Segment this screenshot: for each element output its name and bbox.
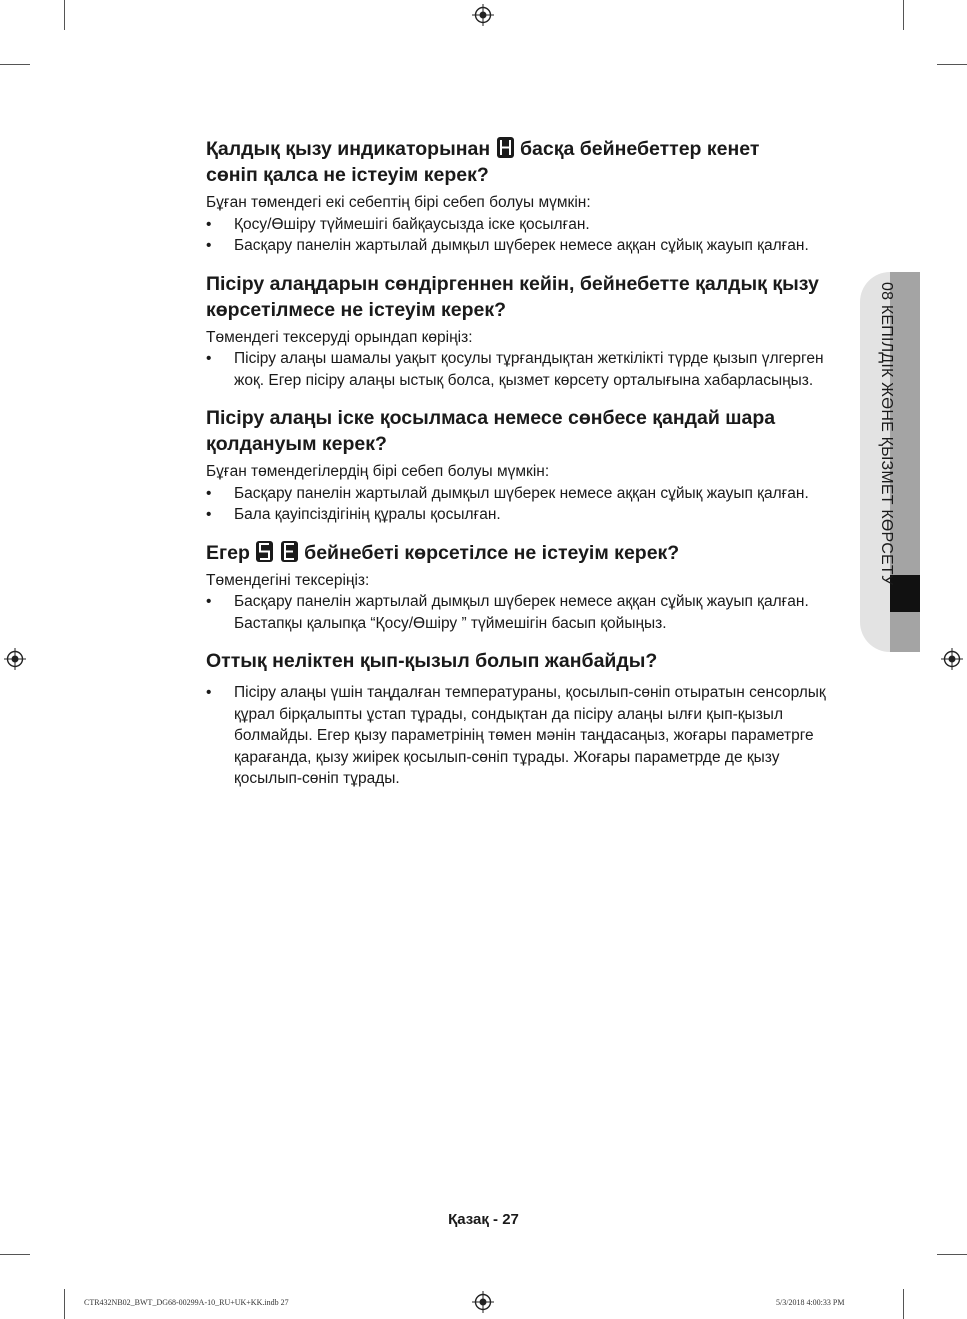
display-h-icon [497, 137, 514, 158]
list-item: • Басқару панелін жартылай дымқыл шүберек немесе аққан сұйық жауып қалған. Бастапқы қалыпқа “Қосу/Өшіру ” түймешігін басып қойыңыз. [206, 591, 836, 634]
bullet-list [206, 348, 836, 391]
list-item: • Басқару панелін жартылай дымқыл шүберек немесе аққан сұйық жауып қалған. [206, 235, 836, 257]
heading-text: Егер [206, 541, 250, 564]
registration-mark-icon [472, 1291, 494, 1313]
heading-text: сөніп қалса не істеуім керек? [206, 164, 489, 186]
bullet-list [206, 591, 836, 634]
crop-mark [937, 1254, 967, 1255]
faq-section-se-display [206, 540, 836, 635]
crop-mark [0, 1254, 30, 1255]
list-item: • Бала қауіпсіздігінің құралы қосылған. [206, 504, 836, 526]
list-item: • Пісіру алаңы шамалы уақыт қосулы тұрғандықтан жеткілікті түрде қызып үлгерген жоқ. Егер пісіру алаңы ыстық болса, қызмет көрсету орталығына хабарласыңыз. [206, 348, 836, 391]
faq-section-zone-not-switching [206, 405, 836, 526]
main-content [206, 136, 836, 804]
crop-mark [0, 64, 30, 65]
section-intro: Бұған төмендегі екі себептің бірі себеп болуы мүмкін: [206, 194, 591, 211]
section-intro: Төмендегіні тексеріңіз: [206, 571, 370, 589]
bullet-list [206, 483, 836, 526]
section-heading [206, 540, 836, 566]
display-5-icon [256, 541, 273, 562]
page-number: Қазақ - 27 [448, 1211, 519, 1228]
crop-mark [64, 0, 65, 30]
registration-mark-icon [472, 4, 494, 26]
registration-mark-icon [4, 648, 26, 670]
print-footer-file: CTR432NB02_BWT_DG68-00299A-10_RU+UK+KK.indb 27 [84, 1298, 289, 1307]
chapter-tab-label [875, 282, 897, 642]
heading-text: бейнебеті көрсетілсе не істеуім керек? [304, 541, 680, 564]
crop-mark [903, 0, 904, 30]
bullet-list [206, 214, 836, 257]
print-footer-timestamp: 5/3/2018 4:00:33 PM [776, 1298, 845, 1307]
faq-section-residual-heat-not-shown [206, 271, 836, 392]
section-intro: Бұған төмендегілердің бірі себеп болуы мүмкін: [206, 463, 550, 480]
heading-text: Қалдық қызу индикаторынан [206, 138, 491, 160]
chapter-number: 08 [878, 282, 895, 301]
section-heading: Пісіру алаңдарын сөндіргеннен кейін, бейнебетте қалдық қызу көрсетілмесе не істеуім керек? [206, 272, 819, 321]
heading-text: басқа бейнебеттер кенет [519, 138, 760, 160]
faq-section-residual-heat-display [206, 136, 836, 257]
list-item: • Пісіру алаңы үшін таңдалған температураны, қосылып-сөніп отыратын сенсорлық құрал бірқалыпты ұстап тұрады, сондықтан да пісіру алаңы ылғи қып-қызыл болмайды. Егер қызу параметрінің төмен мәнін таңдасаңыз, жоғары параметрге қарағанда, қызу жиірек қосылып-сөніп тұрады. Жоғары параметрде де қызу қосылып-сөніп тұрады. [206, 682, 836, 790]
display-e-icon [281, 541, 298, 562]
list-item: • Қосу/Өшіру түймешігі байқаусызда іске қосылған. [206, 214, 836, 236]
chapter-title: КЕПІЛДІК ЖӘНЕ ҚЫЗМЕТ КӨРСЕТУ [878, 304, 895, 586]
section-heading: Оттық неліктен қып-қызыл болып жанбайды? [206, 650, 658, 672]
section-heading [206, 136, 836, 188]
crop-mark [64, 1289, 65, 1319]
section-heading: Пісіру алаңы іске қосылмаса немесе сөнбесе қандай шара қолдануым керек? [206, 407, 776, 455]
bullet-list [206, 682, 836, 790]
section-intro: Төмендегі тексеруді орындап көріңіз: [206, 328, 473, 346]
crop-mark [937, 64, 967, 65]
faq-section-burner-glow [206, 648, 836, 790]
registration-mark-icon [941, 648, 963, 670]
crop-mark [903, 1289, 904, 1319]
list-item: • Басқару панелін жартылай дымқыл шүберек немесе аққан сұйық жауып қалған. [206, 483, 836, 505]
